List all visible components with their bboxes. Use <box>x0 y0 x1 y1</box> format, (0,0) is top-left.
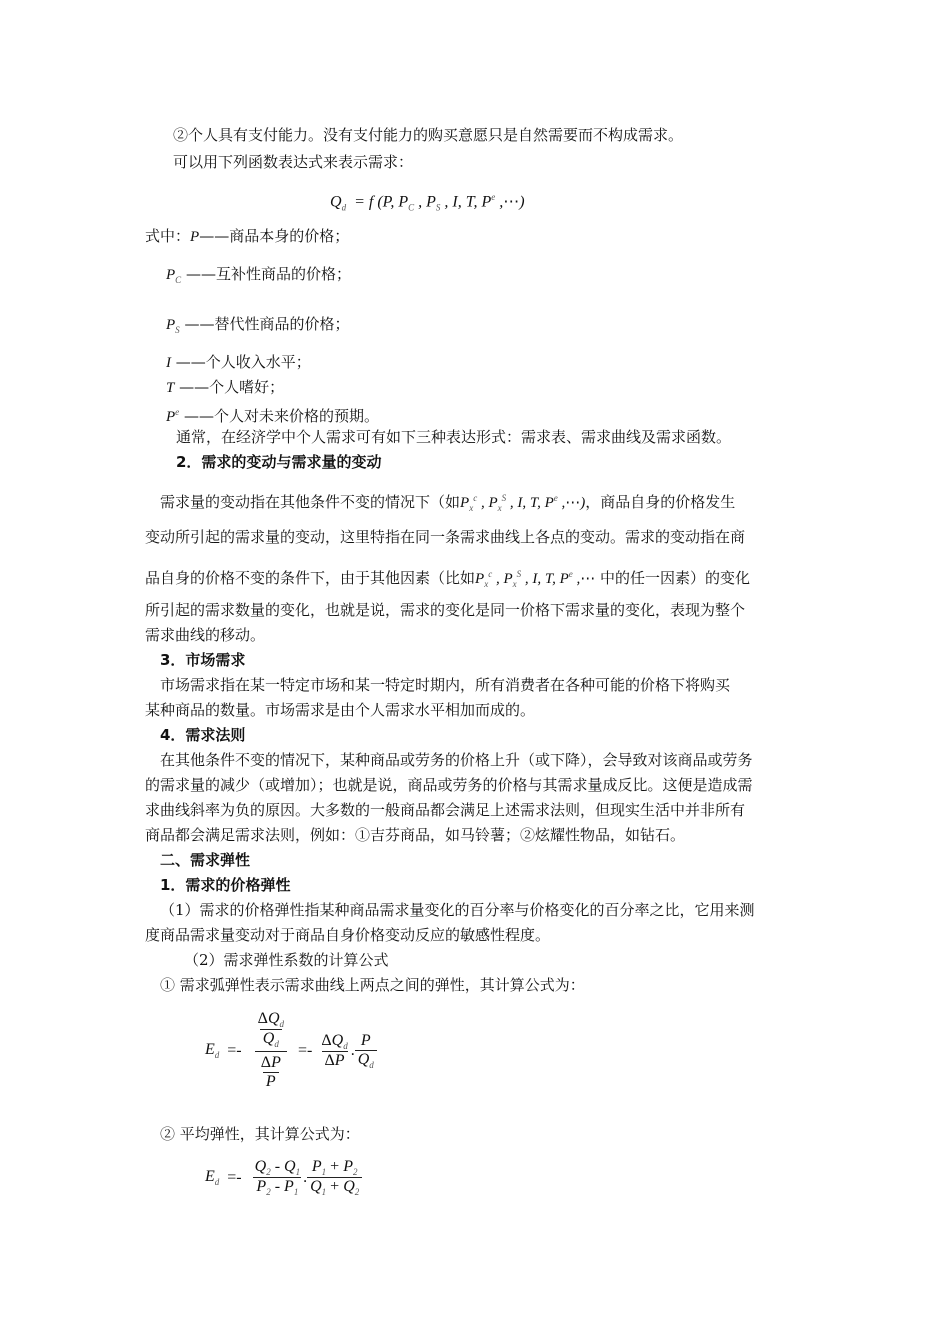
symbol-i: I <box>166 355 171 371</box>
factors-formula-1: $P_x^c$ , $P_x^S$ , I, T, $P^e$ ,⋯) <box>460 493 586 513</box>
function-intro: 可以用下列函数表达式来表示需求： <box>173 153 414 171</box>
calc-formula-heading: （2）需求弹性系数的计算公式 <box>184 951 389 969</box>
section-2-heading: 2．需求的变动与需求量的变动 <box>176 453 382 471</box>
section-3-line-1: 市场需求指在某一特定市场和某一特定时期内，所有消费者在各种可能的价格下将购买 <box>160 676 731 694</box>
legend-pc-text: ——互补性商品的价格； <box>185 265 351 283</box>
demand-function-formula: $Q_d = f$ (P, $P_C$ , $P_S$ , I, T, $P^e$ ,⋯) <box>330 192 525 213</box>
legend-i <box>166 351 311 374</box>
symbol-pc: $P_C$ <box>166 267 182 285</box>
legend-p-text: ——商品本身的价格； <box>199 227 350 245</box>
section-4-line-3: 求曲线斜率为负的原因。大多数的一般商品都会满足上述需求法则，但现实生活中并非所有 <box>145 801 746 819</box>
section-4-line-1: 在其他条件不变的情况下，某种商品或劳务的价格上升（或下降），会导致对该商品或劳务 <box>160 751 753 769</box>
demand-forms: 通常，在经济学中个人需求可有如下三种表达形式：需求表、需求曲线及需求函数。 <box>176 428 732 446</box>
symbol-ps: $P_S$ <box>166 317 180 335</box>
arc-elasticity-formula: $E_d$ =- $\frac{\frac{\Delta Q_d}{Q_d}}{\frac{\Delta P}{P}}$ =- $\frac{\Delta Q_d}{\Delta P}$ . $\frac{P}{Q_d}$ <box>205 1010 377 1091</box>
section-2-line-5: 需求曲线的移动。 <box>145 626 266 644</box>
legend-pc <box>166 263 351 291</box>
price-elasticity-heading: 1．需求的价格弹性 <box>160 876 291 894</box>
elasticity-definition-1: （1）需求的价格弹性指某种商品需求量变化的百分率与价格变化的百分率之比，它用来测 <box>160 901 755 919</box>
elasticity-heading: 二、需求弹性 <box>160 851 251 869</box>
section-2-line-1a: 需求量的变动指在其他条件不变的情况下（如 <box>160 493 461 511</box>
symbol-t: T <box>166 380 175 396</box>
section-4-line-4: 商品都会满足需求法则，例如：①吉芬商品，如马铃薯；②炫耀性物品，如钻石。 <box>145 826 686 844</box>
section-4-heading: 4．需求法则 <box>160 726 246 744</box>
legend-t <box>166 376 284 399</box>
section-2-line-3a: 品自身的价格不变的条件下，由于其他因素（比如 <box>145 569 476 587</box>
average-elasticity-formula: $E_d$ =- $\frac{Q_2 - Q_1}{P_2 - P_1}$ . $\frac{P_1 + P_2}{Q_1 + Q_2}$ <box>205 1158 362 1197</box>
legend-i-text: ——个人收入水平； <box>175 353 311 371</box>
symbol-p: P <box>190 229 200 245</box>
elasticity-definition-2: 度商品需求量变动对于商品自身价格变动反应的敏感性程度。 <box>145 926 551 944</box>
legend-ps-text: ——替代性商品的价格； <box>184 315 350 333</box>
section-2-line-3b: 中的任一因素）的变化 <box>600 569 751 587</box>
average-elasticity-text: ② 平均弹性，其计算公式为： <box>160 1125 360 1143</box>
symbol-pe: $P^e$ <box>166 407 180 425</box>
legend-t-text: ——个人嗜好； <box>179 378 285 396</box>
section-3-heading: 3．市场需求 <box>160 651 246 669</box>
factors-formula-2: $P_x^c$ , $P_x^S$ , I, T, $P^e$ ,⋯ <box>475 569 596 589</box>
legend-pe-text: ——个人对未来价格的预期。 <box>183 407 379 425</box>
section-2-line-2: 变动所引起的需求量的变动，这里特指在同一条需求曲线上各点的变动。需求的变动指在商 <box>145 528 746 546</box>
section-2-line-1 <box>160 487 735 519</box>
section-2-line-3 <box>145 563 750 595</box>
legend-ps <box>166 313 349 341</box>
section-3-line-2: 某种商品的数量。市场需求是由个人需求水平相加而成的。 <box>145 701 536 719</box>
legend-pe <box>166 401 379 428</box>
arc-elasticity-text: ① 需求弧弹性表示需求曲线上两点之间的弹性，其计算公式为： <box>160 976 585 994</box>
legend-p <box>145 225 349 248</box>
section-2-line-1b: ，商品自身的价格发生 <box>585 493 736 511</box>
section-4-line-2: 的需求量的减少（或增加）；也就是说，商品或劳务的价格与其需求量成反比。这便是造成需 <box>145 776 753 794</box>
section-2-line-4: 所引起的需求数量的变化，也就是说，需求的变化是同一价格下需求量的变化，表现为整个 <box>145 601 746 619</box>
legend-prefix: 式中： <box>145 227 191 245</box>
condition-item-2: ②个人具有支付能力。没有支付能力的购买意愿只是自然需要而不构成需求。 <box>173 126 684 144</box>
